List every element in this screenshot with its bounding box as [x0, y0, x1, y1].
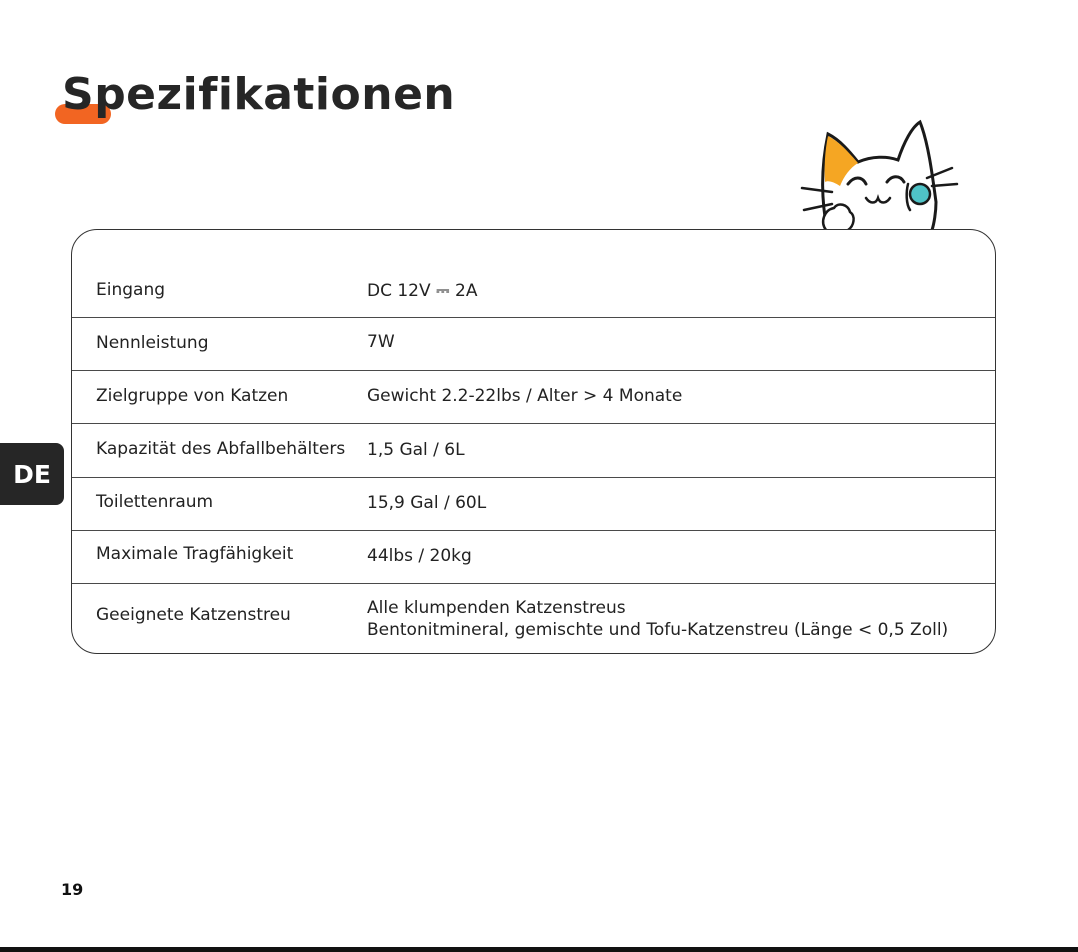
- language-tab: DE: [0, 443, 64, 505]
- spec-value: DC 12V ⎓ 2A: [367, 281, 478, 301]
- spec-table: [71, 229, 996, 654]
- spec-value: 44lbs / 20kg: [367, 546, 472, 566]
- spec-value: 7W: [367, 332, 395, 352]
- spec-label: Kapazität des Abfallbehälters: [96, 439, 346, 459]
- spec-label: Maximale Tragfähigkeit: [96, 544, 294, 564]
- spec-value-line2: Bentonitmineral, gemischte und Tofu-Katzenstreu (Länge < 0,5 Zoll): [367, 620, 949, 640]
- spec-value: Gewicht 2.2-22lbs / Alter > 4 Monate: [367, 386, 683, 406]
- table-row: [72, 370, 995, 424]
- spec-value: 1,5 Gal / 6L: [367, 440, 465, 460]
- waving-cat-icon: [792, 112, 962, 242]
- table-row: [72, 317, 995, 371]
- table-row: [72, 423, 995, 478]
- table-row: [72, 230, 995, 318]
- spec-label: Nennleistung: [96, 333, 209, 353]
- title-block: [55, 66, 455, 124]
- bottom-divider: [0, 947, 1078, 952]
- spec-label: Geeignete Katzenstreu: [96, 605, 291, 625]
- page-title: Spezifikationen: [62, 69, 456, 120]
- spec-label: Zielgruppe von Katzen: [96, 386, 289, 406]
- spec-label: Eingang: [96, 280, 166, 300]
- spec-value: Alle klumpenden Katzenstreus: [367, 598, 626, 618]
- table-row: [72, 583, 995, 653]
- table-row: [72, 477, 995, 531]
- spec-value: 15,9 Gal / 60L: [367, 493, 487, 513]
- table-row: [72, 530, 995, 584]
- spec-label: Toilettenraum: [96, 492, 214, 512]
- page-number: 19: [61, 880, 84, 899]
